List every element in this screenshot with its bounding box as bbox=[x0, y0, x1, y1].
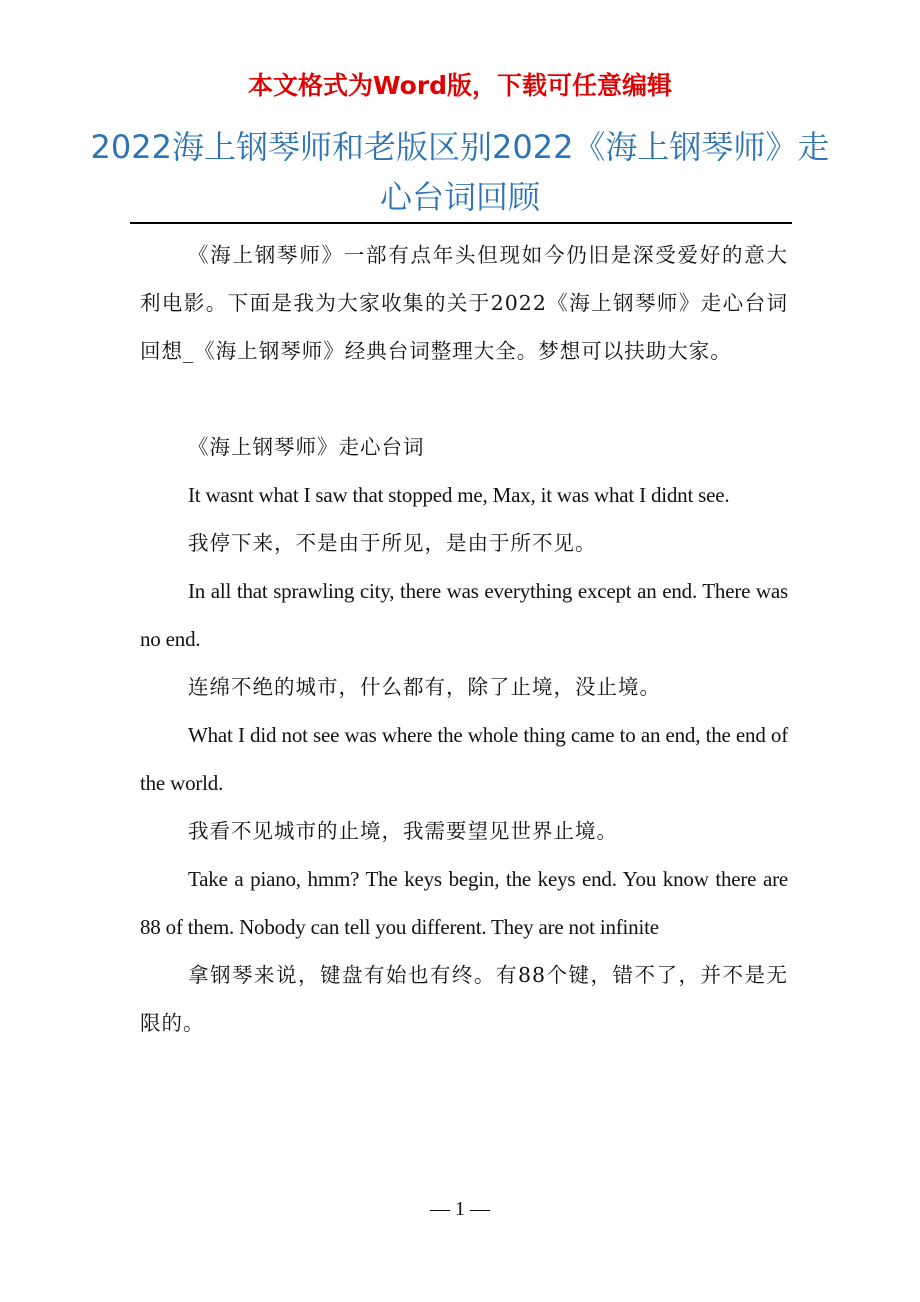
quote-chinese-2: 连绵不绝的城市，什么都有，除了止境，没止境。 bbox=[188, 675, 661, 699]
format-banner: 本文格式为Word版，下载可任意编辑 bbox=[247, 71, 673, 100]
document-title: 2022海上钢琴师和老版区别2022《海上钢琴师》走心台词回顾 bbox=[90, 128, 830, 216]
quote-english-4: Take a piano, hmm? The keys begin, the keys end. You know there are 88 of them. Nobody can tell you different. They are not infinite bbox=[140, 867, 788, 939]
section-heading: 《海上钢琴师》走心台词 bbox=[188, 435, 425, 459]
quote-english-2: In all that sprawling city, there was everything except an end. There was no end. bbox=[140, 579, 788, 651]
document-body bbox=[140, 231, 788, 1047]
title-divider bbox=[130, 222, 792, 224]
paragraph-spacer bbox=[140, 375, 788, 423]
page-number: — 1 — bbox=[430, 1198, 490, 1220]
quote-chinese-4: 拿钢琴来说，键盘有始也有终。有88个键，错不了，并不是无限的。 bbox=[140, 963, 788, 1035]
quote-english-1: It wasnt what I saw that stopped me, Max, it was what I didnt see. bbox=[188, 483, 730, 507]
quote-english-3: What I did not see was where the whole thing came to an end, the end of the world. bbox=[140, 723, 788, 795]
quote-chinese-3: 我看不见城市的止境，我需要望见世界止境。 bbox=[188, 819, 618, 843]
intro-paragraph: 《海上钢琴师》一部有点年头但现如今仍旧是深受爱好的意大利电影。下面是我为大家收集的关于2022《海上钢琴师》走心台词回想_《海上钢琴师》经典台词整理大全。梦想可以扶助大家。 bbox=[140, 243, 788, 363]
quote-chinese-1: 我停下来，不是由于所见，是由于所不见。 bbox=[188, 531, 597, 555]
